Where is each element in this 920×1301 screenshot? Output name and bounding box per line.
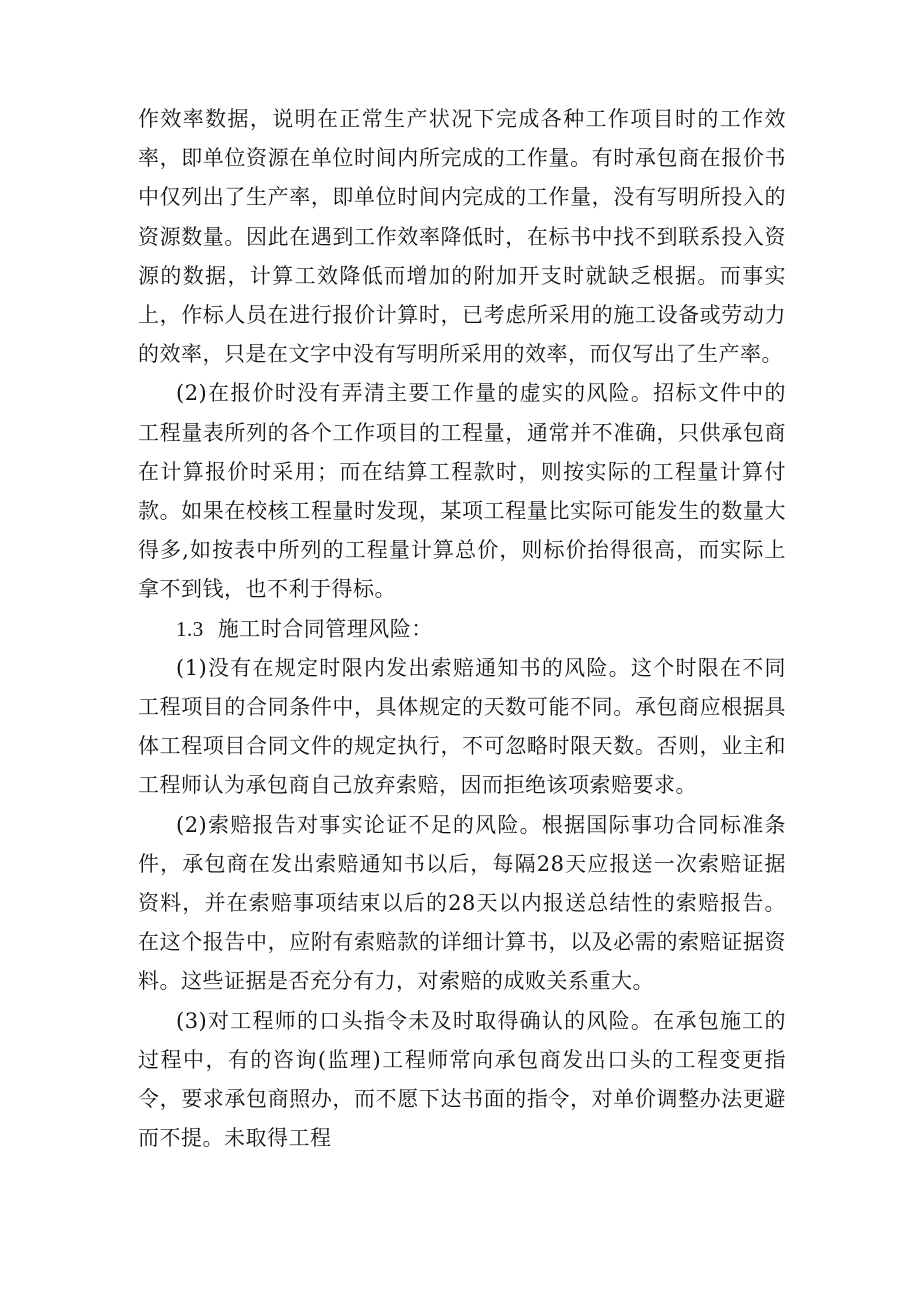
section-heading bbox=[138, 610, 786, 649]
document-body bbox=[138, 100, 786, 1158]
paragraph-item-2-workload-risk: (2)在报价时没有弄清主要工作量的虚实的风险。招标文件中的工程量表所列的各个工作项目的工程量，通常并不准确，只供承包商在计算报价时采用；而在结算工程款时，则按实际的工程量计算付款。如果在校核工程量时发现，某项工程量比实际可能发生的数量大得多,如按表中所列的工程量计算总价，则标价抬得很高，而实际上拿不到钱，也不利于得标。 bbox=[138, 381, 786, 602]
paragraph-continuation: 作效率数据，说明在正常生产状况下完成各种工作项目时的工作效率，即单位资源在单位时间内所完成的工作量。有时承包商在报价书中仅列出了生产率，即单位时间内完成的工作量，没有写明所投入的资源数量。因此在遇到工作效率降低时，在标书中找不到联系投入资源的数据，计算工效降低而增加的附加开支时就缺乏根据。而事实上，作标人员在进行报价计算时，已考虑所采用的施工设备或劳动力的效率，只是在文字中没有写明所采用的效率，而仅写出了生产率。 bbox=[138, 107, 786, 367]
paragraph-item-1-claim-notice-risk: (1)没有在规定时限内发出索赔通知书的风险。这个时限在不同工程项目的合同条件中，具体规定的天数可能不同。承包商应根据具体工程项目合同文件的规定执行，不可忽略时限天数。否则，业主和工程师认为承包商自己放弃索赔，因而拒绝该项索赔要求。 bbox=[138, 655, 786, 798]
section-number: 1.3 bbox=[176, 616, 204, 641]
section-title: 施工时合同管理风险： bbox=[217, 616, 433, 641]
paragraph-item-3-oral-instruction-risk: (3)对工程师的口头指令未及时取得确认的风险。在承包施工的过程中，有的咨询(监理)工程师常向承包商发出口头的工程变更指令，要求承包商照办，而不愿下达书面的指令，对单价调整办法更避而不提。未取得工程 bbox=[138, 1008, 786, 1151]
paragraph-item-2-claim-report-risk: (2)索赔报告对事实论证不足的风险。根据国际事功合同标准条件，承包商在发出索赔通知书以后，每隔28天应报送一次索赔证据资料，并在索赔事项结束以后的28天以内报送总结性的索赔报告。在这个报告中，应附有索赔款的详细计算书，以及必需的索赔证据资料。这些证据是否充分有力，对索赔的成败关系重大。 bbox=[138, 812, 786, 994]
